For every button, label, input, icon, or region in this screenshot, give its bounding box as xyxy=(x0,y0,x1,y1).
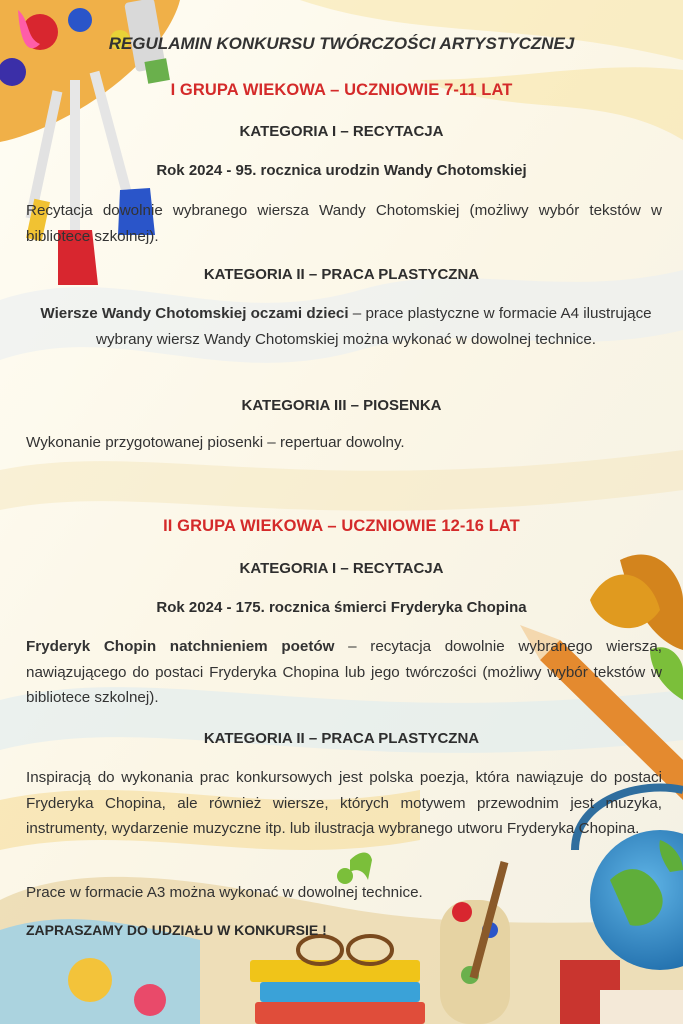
group2-category1-rest: – recytacja dowolnie wybranego wiersza, nawiązującego do postaci Fryderyka Chopina lub jego twórczości (możliwy wybór tekstów w bibliotece szkolnej). xyxy=(26,638,662,706)
group1-category2-heading: KATEGORIA II – PRACA PLASTYCZNA xyxy=(203,266,480,283)
group1-category3-heading: KATEGORIA III – PIOSENKA xyxy=(241,397,442,414)
group1-category2-rest: – prace plastyczne w formacie A4 ilustrujące wybrany wiersz Wandy Chotomskiej można wykonać w dowolnej technice. xyxy=(96,305,652,348)
group2-category1-text xyxy=(26,634,662,711)
group2-category1-heading: KATEGORIA I – RECYTACJA xyxy=(239,560,444,577)
group2-heading: II GRUPA WIEKOWA – UCZNIOWIE 12-16 LAT xyxy=(163,517,520,535)
group1-heading: I GRUPA WIEKOWA – UCZNIOWIE 7-11 LAT xyxy=(170,81,513,99)
group2-category1-bold: Fryderyk Chopin natchnieniem poetów xyxy=(26,638,335,655)
group2-category2-text: Inspiracją do wykonania prac konkursowych jest polska poezja, która nawiązuje do postaci Fryderyka Chopina, ale również wiersze, których motywem przewodnim jest muzyka, instrumenty, wydarzenie muzyczne itp. lub ilustracja wybranego utworu Fryderyka Chopina. xyxy=(26,769,662,837)
group2-category2-heading: KATEGORIA II – PRACA PLASTYCZNA xyxy=(203,730,480,747)
group2-category2-format: Prace w formacie A3 można wykonać w dowolnej technice. xyxy=(26,884,423,901)
group2-category1-subtitle: Rok 2024 - 175. rocznica śmierci Fryderyka Chopina xyxy=(156,599,527,616)
group1-category1-subtitle: Rok 2024 - 95. rocznica urodzin Wandy Chotomskiej xyxy=(156,162,527,179)
closing-invitation: ZAPRASZAMY DO UDZIAŁU W KONKURSIE ! xyxy=(26,922,327,938)
group1-category2-bold: Wiersze Wandy Chotomskiej oczami dzieci xyxy=(40,305,349,322)
page-title: REGULAMIN KONKURSU TWÓRCZOŚCI ARTYSTYCZNEJ xyxy=(108,34,575,53)
group1-category2-text xyxy=(40,301,652,352)
group1-category1-text: Recytacja dowolnie wybranego wiersza Wandy Chotomskiej (możliwy wybór tekstów w bibliotece szkolnej). xyxy=(26,202,662,245)
group1-category1-heading: KATEGORIA I – RECYTACJA xyxy=(239,123,444,140)
group1-category3-text: Wykonanie przygotowanej piosenki – repertuar dowolny. xyxy=(26,434,405,451)
